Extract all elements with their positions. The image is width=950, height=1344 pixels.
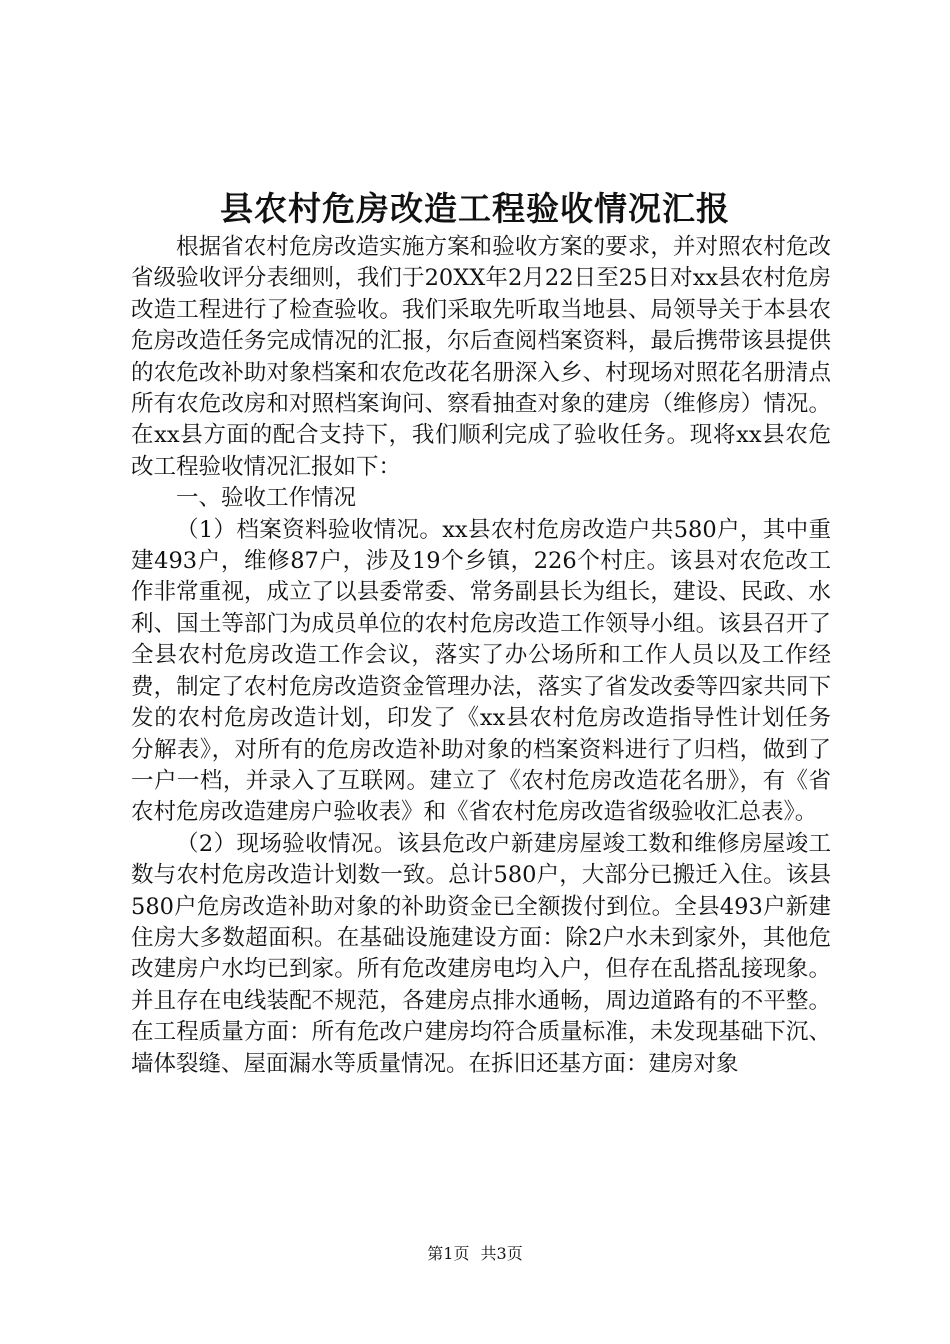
page-number: 第1页 xyxy=(427,1244,470,1263)
page-total: 共3页 xyxy=(480,1244,523,1263)
document-body xyxy=(131,232,831,1080)
paragraph-site-inspection: （2）现场验收情况。该县危改户新建房屋竣工数和维修房屋竣工数与农村危房改造计划数一致。总计580户，大部分已搬迁入住。该县580户危房改造补助对象的补助资金已全额拨付到位。全县493户新建住房大多数超面积。在基础设施建设方面：除2户水未到家外，其他危改建房户水均已到家。所有危改建房电均入户，但存在乱搭乱接现象。并且存在电线装配不规范，各建房点排水通畅，周边道路有的不平整。在工程质量方面：所有危改户建房均符合质量标准，未发现基础下沉、墙体裂缝、屋面漏水等质量情况。在拆旧还基方面：建房对象 xyxy=(131,830,831,1077)
document-title: 县农村危房改造工程验收情况汇报 xyxy=(220,189,730,228)
paragraph-intro: 根据省农村危房改造实施方案和验收方案的要求，并对照农村危改省级验收评分表细则，我们于20XX年2月22日至25日对xx县农村危房改造工程进行了检查验收。我们采取先听取当地县、局领导关于本县农危房改造任务完成情况的汇报，尔后查阅档案资料，最后携带该县提供的农危改补助对象档案和农危改花名册深入乡、村现场对照花名册清点所有农危改房和对照档案询问、察看抽查对象的建房（维修房）情况。在xx县方面的配合支持下，我们顺利完成了验收任务。现将xx县农危改工程验收情况汇报如下： xyxy=(131,234,831,480)
page-footer xyxy=(0,1244,950,1264)
paragraph-archive-inspection: （1）档案资料验收情况。xx县农村危房改造户共580户，其中重建493户，维修87户，涉及19个乡镇，226个村庄。该县对农危改工作非常重视，成立了以县委常委、常务副县长为组长，建设、民政、水利、国土等部门为成员单位的农村危房改造工作领导小组。该县召开了全县农村危房改造工作会议，落实了办公场所和工作人员以及工作经费，制定了农村危房改造资金管理办法，落实了省发改委等四家共同下发的农村危房改造计划，印发了《xx县农村危房改造指导性计划任务分解表》，对所有的危房改造补助对象的档案资料进行了归档，做到了一户一档，并录入了互联网。建立了《农村危房改造花名册》，有《省农村危房改造建房户验收表》和《省农村危房改造省级验收汇总表》。 xyxy=(131,516,831,826)
section-heading: 一、验收工作情况 xyxy=(176,485,357,512)
